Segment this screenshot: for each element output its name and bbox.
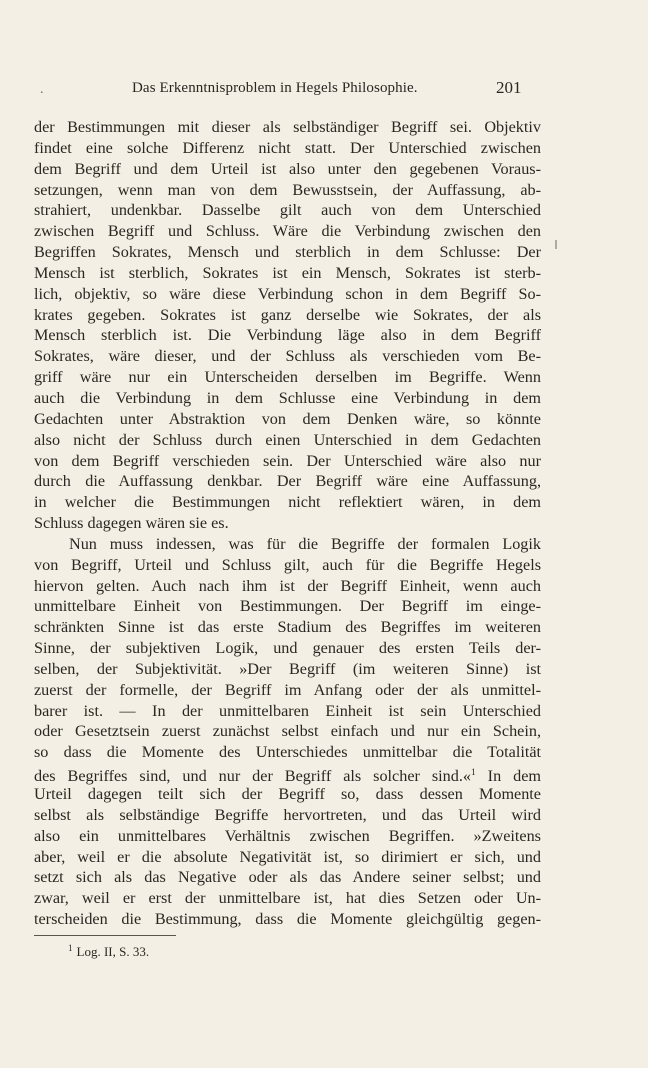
text-line: aber, weil er die absolute Negativität ist, so dirimiert er sich, und	[34, 847, 541, 866]
margin-mark	[555, 240, 557, 249]
footnote-rule	[34, 935, 176, 936]
text-line: setzt sich als das Negative oder als das Andere seiner selbst; und	[34, 868, 541, 887]
footnote-mark: 1	[68, 943, 73, 953]
text-line: Mensch sterblich ist. Die Verbindung läge also in dem Begriff	[34, 326, 541, 345]
text-line	[34, 763, 541, 784]
text-line: Sokrates, wäre dieser, und der Schluss als verschieden vom Be-	[34, 347, 541, 366]
text-line: der Bestimmungen mit dieser als selbständiger Begriff sei. Objektiv	[34, 118, 541, 136]
text-line: Nun muss indessen, was für die Begriffe der formalen Logik	[69, 534, 541, 553]
text-line: selbst als selbständige Begriffe hervortreten, und das Urteil wird	[34, 805, 541, 824]
text-line: also ein unmittelbares Verhältnis zwischen Begriffen. »Zweitens	[34, 826, 541, 845]
text-line: krates gegeben. Sokrates ist ganz derselbe wie Sokrates, der als	[34, 305, 541, 324]
body-text	[34, 117, 541, 930]
footnote	[68, 943, 149, 960]
text-line: von Begriff, Urteil und Schluss gilt, auch für die Begriffe Hegels	[34, 555, 541, 574]
text-line: griff wäre nur ein Unterscheiden derselben im Begriffe. Wenn	[34, 368, 541, 387]
text-line: Begriffen Sokrates, Mensch und sterblich in dem Schlusse: Der	[34, 243, 541, 262]
text-line: zwischen Begriff und Schluss. Wäre die Verbindung zwischen den	[34, 222, 541, 241]
text-line: so dass die Momente des Unterschiedes unmittelbar die Totalität	[34, 743, 541, 762]
page-number: 201	[496, 78, 522, 97]
text-line: strahiert, undenkbar. Dasselbe gilt auch von dem Unterschied	[34, 201, 541, 220]
text-line: zuerst der formelle, der Begriff im Anfang oder der als unmittel-	[34, 680, 541, 699]
text-line: also nicht der Schluss durch einen Unterschied in dem Gedachten	[34, 430, 541, 449]
footnote-reference: 1	[470, 768, 476, 779]
text-line: von dem Begriff verschieden sein. Der Unterschied wäre also nur	[34, 451, 541, 470]
text-line: hiervon gelten. Auch nach ihm ist der Begriff Einheit, wenn auch	[34, 576, 541, 595]
text-line: setzungen, wenn man von dem Bewusstsein, der Auffassung, ab-	[34, 180, 541, 199]
text-line: durch die Auffassung denkbar. Der Begriff wäre eine Auffassung,	[34, 472, 541, 491]
text-line: barer ist. — In der unmittelbaren Einheit ist sein Unterschied	[34, 701, 541, 720]
header-dot: .	[40, 82, 44, 97]
text-line: oder Gesetztsein zuerst zunächst selbst einfach und nur ein Schein,	[34, 722, 541, 741]
running-title: Das Erkenntnisproblem in Hegels Philosophie.	[132, 80, 418, 96]
text-line: auch die Verbindung in dem Schlusse eine Verbindung in dem	[34, 388, 541, 407]
text-line: Urteil dagegen teilt sich der Begriff so, dass dessen Momente	[34, 785, 541, 803]
text-line-segment: des Begriffes sind, und nur der Begriff als solcher sind.«	[34, 767, 471, 786]
text-line: schränkten Sinne ist das erste Stadium des Begriffes im weiteren	[34, 618, 541, 637]
text-line: in welcher die Bestimmungen nicht reflektiert wären, in dem	[34, 493, 541, 512]
text-line: Mensch ist sterblich, Sokrates ist ein Mensch, Sokrates ist sterb-	[34, 263, 541, 282]
text-line: dem Begriff und dem Urteil ist also unter den gegebenen Voraus-	[34, 159, 541, 178]
text-line: terscheiden die Bestimmung, dass die Momente gleichgültig gegen-	[34, 910, 541, 929]
text-line: lich, objektiv, so wäre diese Verbindung schon in dem Begriff So-	[34, 284, 541, 303]
text-line: Sinne, der subjektiven Logik, und genauer des ersten Teils der-	[34, 639, 541, 658]
page-header	[34, 78, 524, 100]
text-line-segment: In dem	[475, 767, 541, 786]
text-line: zwar, weil er erst der unmittelbare ist, hat dies Setzen oder Un-	[34, 889, 541, 908]
text-line: findet eine solche Differenz nicht statt. Der Unterschied zwischen	[34, 138, 541, 157]
text-line: Schluss dagegen wären sie es.	[34, 514, 229, 533]
text-line: unmittelbare Einheit von Bestimmungen. Der Begriff im einge-	[34, 597, 541, 616]
text-line: selben, der Subjektivität. »Der Begriff (im weiteren Sinne) ist	[34, 659, 541, 678]
footnote-text: Log. II, S. 33.	[76, 944, 150, 959]
text-line: Gedachten unter Abstraktion von dem Denken wäre, so könnte	[34, 409, 541, 428]
